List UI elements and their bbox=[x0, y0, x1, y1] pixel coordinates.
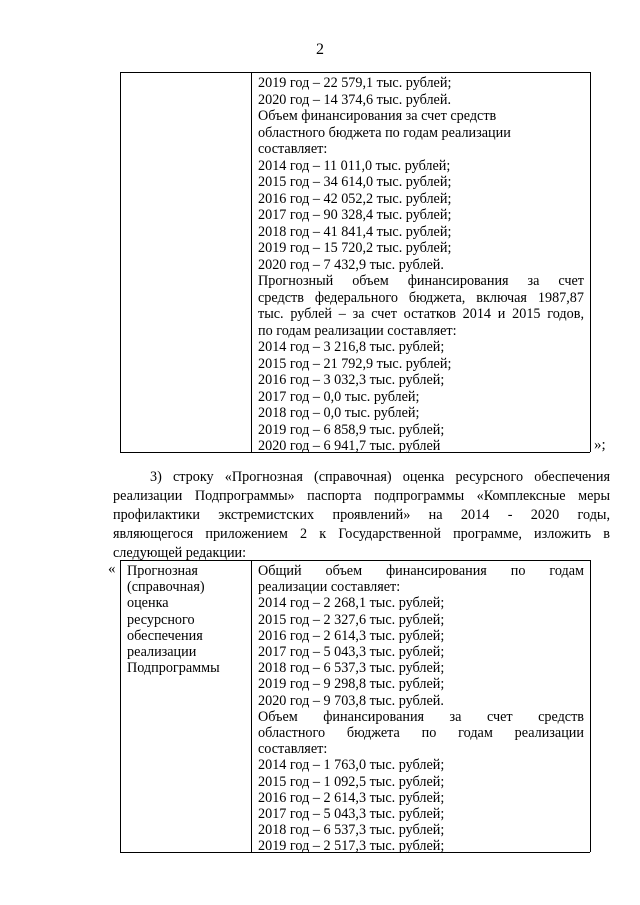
text-line: 2019 год – 2 517,3 тыс. рублей; bbox=[258, 838, 445, 855]
text-line: 2014 год – 1 763,0 тыс. рублей; bbox=[258, 757, 445, 774]
text-line: 2020 год – 9 703,8 тыс. рублей. bbox=[258, 692, 444, 709]
text-line: 2020 год – 6 941,7 тыс. рублей bbox=[258, 438, 441, 454]
text-line: (справочная) bbox=[127, 579, 205, 596]
text-line: 2020 год – 7 432,9 тыс. рублей. bbox=[258, 256, 444, 273]
text-line: составляет: bbox=[258, 741, 328, 758]
text-line: 2014 год – 11 011,0 тыс. рублей; bbox=[258, 157, 451, 174]
text-line: 2018 год – 0,0 тыс. рублей; bbox=[258, 405, 420, 421]
text-line: Общий объем финансирования по годам bbox=[258, 563, 584, 579]
text-line: тыс. рублей – за счет остатков 2014 и 2015 годов, bbox=[258, 306, 584, 322]
closing-quote-mark: »; bbox=[594, 437, 606, 453]
text-line: составляет: bbox=[258, 141, 328, 157]
text-line: 2019 год – 15 720,2 тыс. рублей; bbox=[258, 240, 452, 256]
text-line: 2017 год – 90 328,4 тыс. рублей; bbox=[258, 207, 452, 223]
table-2-middle-border bbox=[251, 560, 252, 852]
text-line: областного бюджета по годам реализации bbox=[258, 725, 584, 741]
opening-quote-mark: « bbox=[108, 561, 116, 577]
text-line: 2016 год – 42 052,2 тыс. рублей; bbox=[258, 190, 452, 207]
paragraph-line: 3) строку «Прогнозная (справочная) оценка ресурсного обеспечения bbox=[150, 469, 610, 485]
paragraph-line: реализации Подпрограммы» паспорта подпрограммы «Комплексные меры bbox=[113, 488, 610, 504]
text-line: 2020 год – 14 374,6 тыс. рублей. bbox=[258, 91, 451, 108]
text-line: 2017 год – 5 043,3 тыс. рублей; bbox=[258, 644, 445, 660]
text-line: 2017 год – 5 043,3 тыс. рублей; bbox=[258, 806, 445, 822]
text-line: 2016 год – 2 614,3 тыс. рублей; bbox=[258, 789, 445, 806]
text-line: Подпрограммы bbox=[127, 660, 220, 677]
text-line: Объем финансирования за счет средств bbox=[258, 708, 584, 725]
text-line: 2019 год – 9 298,8 тыс. рублей; bbox=[258, 676, 445, 693]
table-1-left-border bbox=[120, 72, 121, 452]
text-line: по годам реализации составляет: bbox=[258, 322, 457, 339]
text-line: реализации составляет: bbox=[258, 579, 401, 596]
text-line: 2018 год – 6 537,3 тыс. рублей; bbox=[258, 660, 445, 677]
table-2-right-border bbox=[590, 560, 591, 852]
text-line: 2015 год – 2 327,6 тыс. рублей; bbox=[258, 611, 445, 628]
page-number: 2 bbox=[316, 41, 324, 58]
table-2-top-border bbox=[120, 560, 590, 561]
text-line: 2015 год – 1 092,5 тыс. рублей; bbox=[258, 773, 445, 790]
text-line: Прогнозный объем финансирования за счет bbox=[258, 273, 584, 289]
text-line: 2015 год – 34 614,0 тыс. рублей; bbox=[258, 174, 452, 190]
text-line: 2018 год – 6 537,3 тыс. рублей; bbox=[258, 822, 445, 839]
table-1-top-border bbox=[120, 72, 590, 73]
text-line: оценка bbox=[127, 595, 169, 612]
text-line: 2019 год – 22 579,1 тыс. рублей; bbox=[258, 75, 452, 91]
text-line: 2019 год – 6 858,9 тыс. рублей; bbox=[258, 421, 445, 438]
text-line: 2016 год – 3 032,3 тыс. рублей; bbox=[258, 372, 445, 388]
paragraph-line: следующей редакции: bbox=[113, 545, 247, 561]
text-line: средств федерального бюджета, включая 1987,87 bbox=[258, 289, 584, 306]
text-line: ресурсного bbox=[127, 611, 195, 628]
text-line: Объем финансирования за счет средств bbox=[258, 108, 497, 124]
paragraph-line: профилактики экстремистских проявлений» на 2014 - 2020 годы, bbox=[113, 507, 610, 523]
table-1-middle-border bbox=[251, 72, 252, 452]
text-line: обеспечения bbox=[127, 627, 203, 644]
text-line: 2016 год – 2 614,3 тыс. рублей; bbox=[258, 627, 445, 644]
text-line: 2015 год – 21 792,9 тыс. рублей; bbox=[258, 355, 452, 372]
text-line: 2014 год – 3 216,8 тыс. рублей; bbox=[258, 339, 445, 355]
text-line: реализации bbox=[127, 644, 197, 660]
text-line: 2014 год – 2 268,1 тыс. рублей; bbox=[258, 595, 445, 612]
table-1-right-border bbox=[590, 72, 591, 452]
text-line: 2018 год – 41 841,4 тыс. рублей; bbox=[258, 223, 452, 240]
paragraph-line: являющегося приложением 2 к Государственной программе, изложить в bbox=[113, 526, 610, 542]
text-line: Прогнозная bbox=[127, 563, 198, 579]
text-line: областного бюджета по годам реализации bbox=[258, 124, 511, 141]
text-line: 2017 год – 0,0 тыс. рублей; bbox=[258, 388, 420, 405]
table-2-left-border bbox=[120, 560, 121, 852]
